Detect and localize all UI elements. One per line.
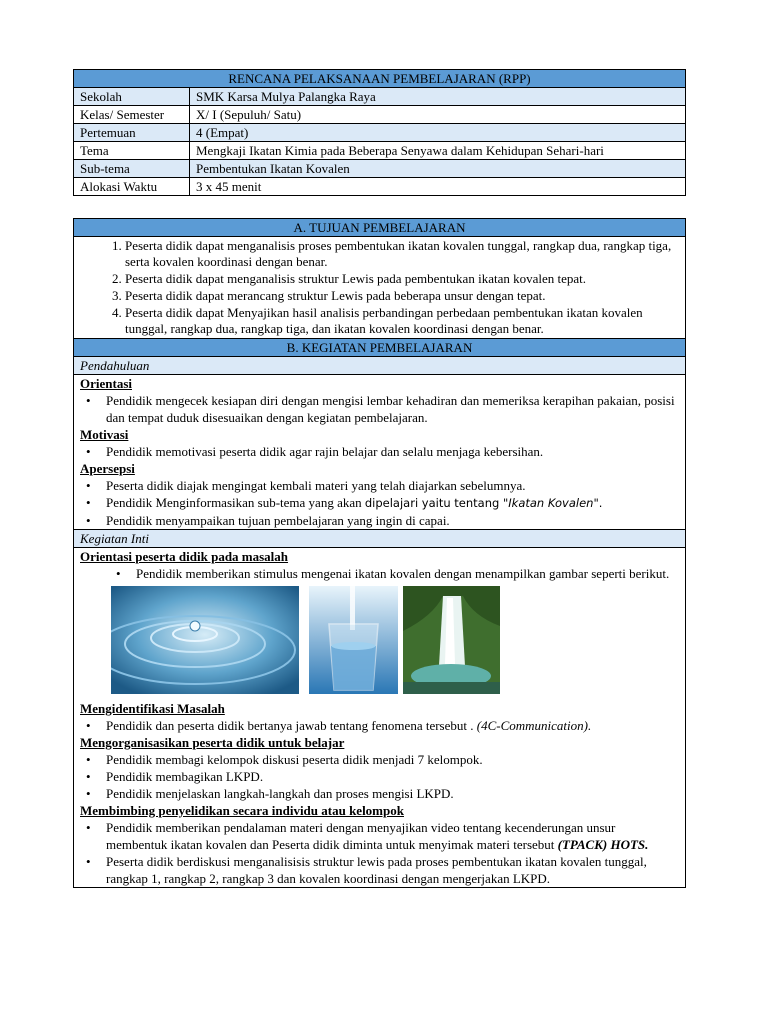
- apersepsi-text-c: Ikatan Kovalen: [508, 496, 594, 510]
- apersepsi-list: [80, 477, 679, 529]
- tujuan-item: 1. Peserta didik dapat menganalisis proses pembentukan ikatan kovalen tunggal, rangkap dua, rangkap tiga, serta kovalen koordinasi dengan benar.: [125, 238, 679, 270]
- list-item: • Pendidik membagi kelompok diskusi peserta didik menjadi 7 kelompok.: [100, 751, 679, 768]
- organisasi-list: [80, 751, 679, 802]
- identifikasi-title: Mengidentifikasi Masalah: [80, 701, 225, 716]
- info-key-sekolah: Sekolah: [74, 88, 190, 106]
- info-key-tema: Tema: [74, 142, 190, 160]
- motivasi-title: Motivasi: [80, 427, 129, 442]
- list-item: • Pendidik menyampaikan tujuan pembelajaran yang ingin di capai.: [100, 512, 679, 529]
- list-item: • Pendidik memberikan stimulus mengenai ikatan kovalen dengan menampilkan gambar seperti berikut.: [130, 565, 679, 582]
- tujuan-item: 3. Peserta didik dapat merancang struktur Lewis pada beberapa unsur dengan tepat.: [125, 288, 679, 304]
- list-item: • Pendidik menjelaskan langkah-langkah dan proses mengisi LKPD.: [100, 785, 679, 802]
- waterfall-image: [403, 586, 500, 694]
- apersepsi-title: Apersepsi: [80, 461, 135, 476]
- membimbing-list: [80, 819, 679, 887]
- water-glass-image: [309, 586, 398, 694]
- list-item: [100, 819, 679, 853]
- orientasi-masalah-list: [80, 565, 679, 582]
- apersepsi-text-d: ".: [593, 496, 603, 510]
- list-item: • Pendidik membagikan LKPD.: [100, 768, 679, 785]
- orientasi-title: Orientasi: [80, 376, 132, 391]
- water-drop-image: [111, 586, 299, 694]
- stimulus-images: [80, 586, 679, 696]
- info-value-subtema: Pembentukan Ikatan Kovalen: [190, 160, 686, 178]
- info-value-alokasi: 3 x 45 menit: [190, 178, 686, 196]
- info-key-alokasi: Alokasi Waktu: [74, 178, 190, 196]
- list-item: • Pendidik memotivasi peserta didik agar rajin belajar dan selalu menjaga kebersihan.: [100, 443, 679, 460]
- identifikasi-list: [80, 717, 679, 734]
- list-item: • Pendidik mengecek kesiapan diri dengan mengisi lembar kehadiran dan memeriksa kerapihan pakaian, posisi dan tempat duduk disesuaikan dengan kegiatan pembelajaran.: [100, 392, 679, 426]
- identifikasi-4c: (4C-Communication).: [476, 718, 592, 733]
- tujuan-item: 2. Peserta didik dapat menganalisis struktur Lewis pada pembentukan ikatan kovalen tepat.: [125, 271, 679, 287]
- list-item: • Peserta didik diajak mengingat kembali materi yang telah diajarkan sebelumnya.: [100, 477, 679, 494]
- membimbing-title: Membimbing penyelidikan secara individu atau kelompok: [80, 803, 404, 818]
- apersepsi-text-b: dipelajari yaitu tentang ": [364, 496, 509, 510]
- list-item: • Peserta didik berdiskusi menganalisisis struktur lewis pada proses pembentukan ikatan kovalen tunggal, rangkap 1, rangkap 2, rangkap 3 dan kovalen koordinasi dengan mengerjakan LKPD.: [100, 853, 679, 887]
- info-value-tema: Mengkaji Ikatan Kimia pada Beberapa Senyawa dalam Kehidupan Sehari-hari: [190, 142, 686, 160]
- inti-label: Kegiatan Inti: [74, 530, 686, 548]
- tujuan-item: 4. Peserta didik dapat Menyajikan hasil analisis perbandingan perbedaan pembentukan ikatan kovalen tunggal, rangkap dua, rangkap tiga, dan ikatan kovalen koordinasi dengan benar.: [125, 305, 679, 337]
- pendahuluan-label: Pendahuluan: [74, 357, 686, 375]
- kegiatan-heading: B. KEGIATAN PEMBELAJARAN: [74, 339, 686, 357]
- tujuan-list: [80, 238, 679, 337]
- membimbing-tpack: (TPACK) HOTS.: [557, 837, 649, 852]
- list-item: [100, 717, 679, 734]
- info-key-kelas: Kelas/ Semester: [74, 106, 190, 124]
- motivasi-list: [80, 443, 679, 460]
- apersepsi-text-a: Pendidik Menginformasikan sub-tema yang akan: [106, 495, 365, 510]
- info-value-pertemuan: 4 (Empat): [190, 124, 686, 142]
- organisasi-title: Mengorganisasikan peserta didik untuk belajar: [80, 735, 345, 750]
- identifikasi-text: Pendidik dan peserta didik bertanya jawab tentang fenomena tersebut .: [106, 718, 477, 733]
- info-key-pertemuan: Pertemuan: [74, 124, 190, 142]
- orientasi-masalah-title: Orientasi peserta didik pada masalah: [80, 549, 289, 564]
- rpp-info-table: [73, 69, 686, 196]
- membimbing-text: Pendidik memberikan pendalaman materi dengan menyajikan video tentang kecenderungan unsur membentuk ikatan kovalen dan Peserta didik diminta untuk menyimak materi tersebut: [106, 820, 616, 852]
- list-item: [100, 494, 679, 512]
- info-key-subtema: Sub-tema: [74, 160, 190, 178]
- tujuan-heading: A. TUJUAN PEMBELAJARAN: [74, 219, 686, 237]
- pendahuluan-cell: [74, 375, 686, 530]
- rpp-main-table: [73, 218, 686, 888]
- tujuan-cell: [74, 237, 686, 339]
- rpp-title: RENCANA PELAKSANAAN PEMBELAJARAN (RPP): [74, 70, 686, 88]
- orientasi-list: [80, 392, 679, 426]
- info-value-kelas: X/ I (Sepuluh/ Satu): [190, 106, 686, 124]
- info-value-sekolah: SMK Karsa Mulya Palangka Raya: [190, 88, 686, 106]
- inti-cell: [74, 548, 686, 888]
